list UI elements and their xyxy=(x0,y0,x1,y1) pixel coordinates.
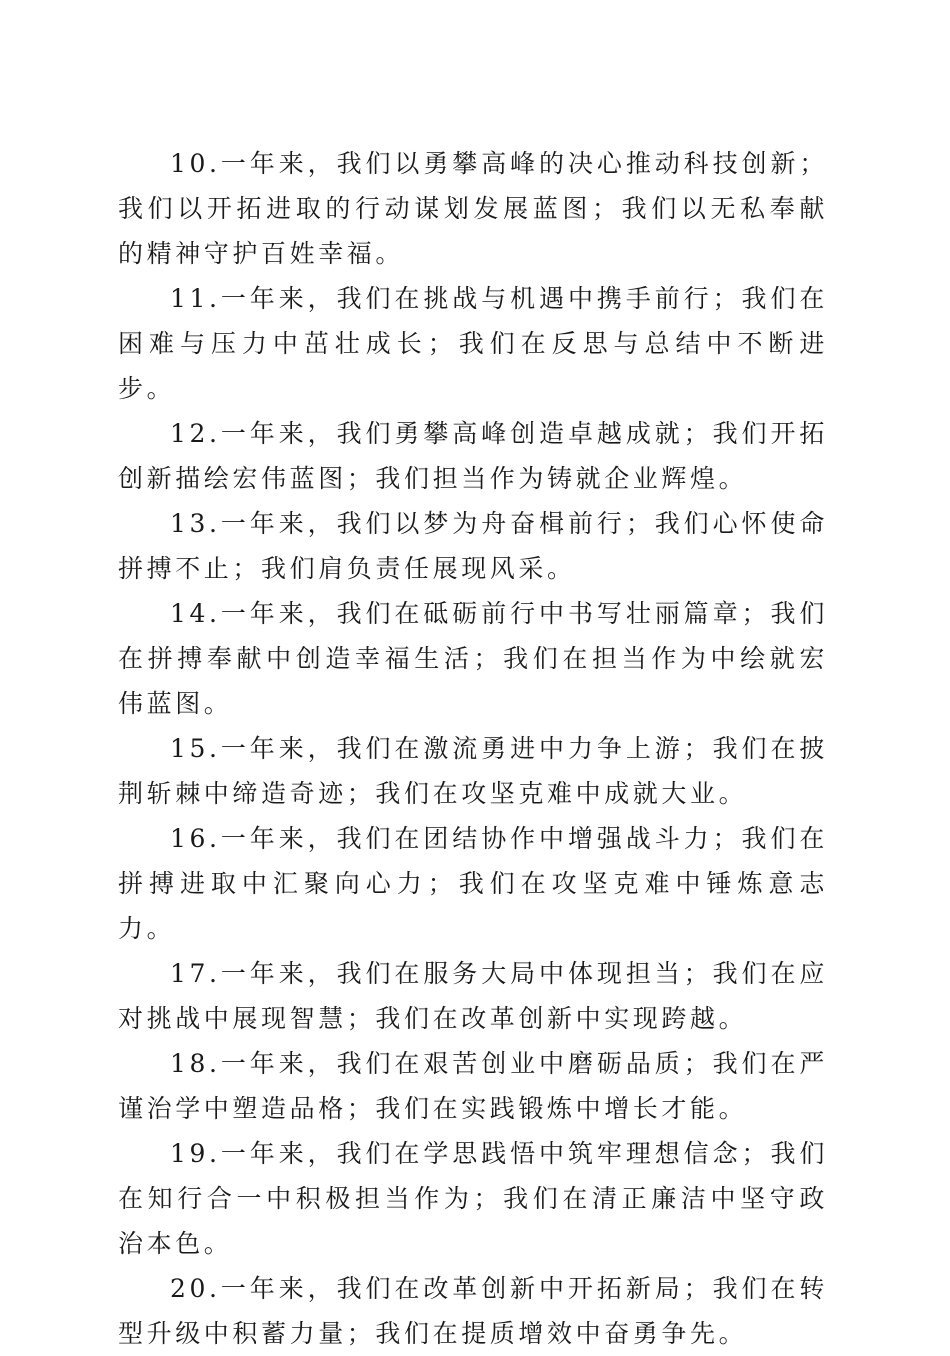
document-page xyxy=(118,141,828,1356)
paragraph-15: 15.一年来，我们在激流勇进中力争上游；我们在披荆斩棘中缔造奇迹；我们在攻坚克难中成就大业。 xyxy=(118,734,828,808)
paragraph-17: 17.一年来，我们在服务大局中体现担当；我们在应对挑战中展现智慧；我们在改革创新中实现跨越。 xyxy=(118,959,828,1033)
paragraph-14: 14.一年来，我们在砥砺前行中书写壮丽篇章；我们在拼搏奉献中创造幸福生活；我们在担当作为中绘就宏伟蓝图。 xyxy=(118,599,828,718)
paragraph-11: 11.一年来，我们在挑战与机遇中携手前行；我们在困难与压力中茁壮成长；我们在反思与总结中不断进步。 xyxy=(118,284,828,403)
paragraph-19: 19.一年来，我们在学思践悟中筑牢理想信念；我们在知行合一中积极担当作为；我们在清正廉洁中坚守政治本色。 xyxy=(118,1139,828,1258)
paragraph-10: 10.一年来，我们以勇攀高峰的决心推动科技创新；我们以开拓进取的行动谋划发展蓝图；我们以无私奉献的精神守护百姓幸福。 xyxy=(118,149,828,268)
paragraph-18: 18.一年来，我们在艰苦创业中磨砺品质；我们在严谨治学中塑造品格；我们在实践锻炼中增长才能。 xyxy=(118,1049,828,1123)
paragraph-20: 20.一年来，我们在改革创新中开拓新局；我们在转型升级中积蓄力量；我们在提质增效中奋勇争先。 xyxy=(118,1274,828,1348)
paragraph-13: 13.一年来，我们以梦为舟奋楫前行；我们心怀使命拼搏不止；我们肩负责任展现风采。 xyxy=(118,509,828,583)
paragraph-12: 12.一年来，我们勇攀高峰创造卓越成就；我们开拓创新描绘宏伟蓝图；我们担当作为铸就企业辉煌。 xyxy=(118,419,828,493)
paragraph-16: 16.一年来，我们在团结协作中增强战斗力；我们在拼搏进取中汇聚向心力；我们在攻坚克难中锤炼意志力。 xyxy=(118,824,828,943)
